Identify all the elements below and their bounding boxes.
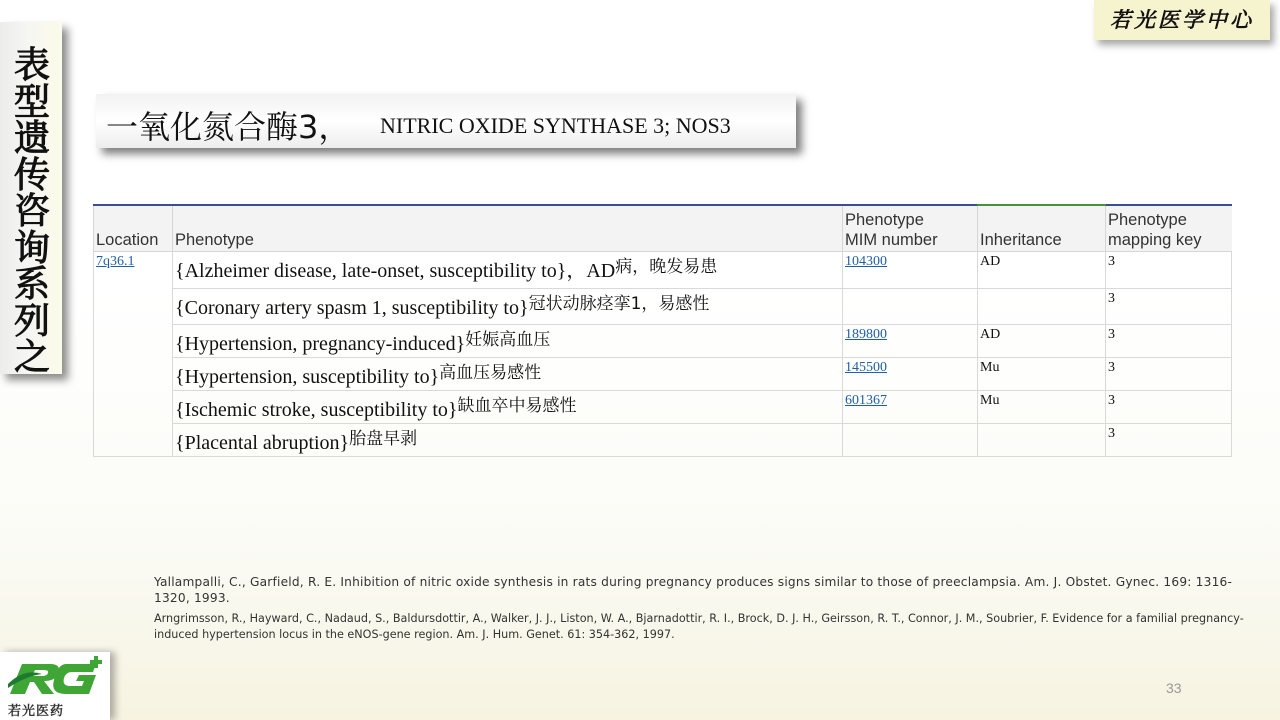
phenotype-text: {Alzheimer disease, late-onset, susceptibility to}，AD <box>175 260 616 282</box>
header-key-line2: mapping key <box>1108 231 1202 249</box>
phenotype-note: 缺血卒中易感性 <box>457 396 577 416</box>
mim-cell <box>843 358 978 391</box>
inheritance-cell: AD <box>978 252 1106 289</box>
table-row <box>94 391 1232 424</box>
reference-1: Yallampalli, C., Garfield, R. E. Inhibition of nitric oxide synthesis in rats during pregnancy produces signs similar to those of preeclampsia. Am. J. Obstet. Gynec. 169: 1316-1320, 1993. <box>154 575 1233 605</box>
phenotype-cell <box>173 358 843 391</box>
table-header-row <box>94 205 1232 252</box>
location-cell <box>94 252 173 457</box>
mim-link[interactable]: 104300 <box>845 254 887 269</box>
location-link[interactable]: 7q36.1 <box>96 254 135 269</box>
slide-title-english: NITRIC OXIDE SYNTHASE 3; NOS3 <box>380 113 731 138</box>
slide-title-chinese: 一氧化氮合酶3， <box>106 108 351 146</box>
table-row <box>94 424 1232 457</box>
mapping-key-cell: 3 <box>1106 424 1232 457</box>
mapping-key-cell: 3 <box>1106 358 1232 391</box>
inheritance-cell <box>978 424 1106 457</box>
mim-cell <box>843 252 978 289</box>
mim-cell <box>843 391 978 424</box>
reference-2: Arngrimsson, R., Hayward, C., Nadaud, S., Baldursdottir, A., Walker, J. J., Liston, W. A., Bjarnadottir, R. I., Brock, D. J. H., Geirsson, R. T., Connor, J. M., Soubrier, F. Evidence for a familial pregnancy-induced hypertension locus in the eNOS-gene region. Am. J. Hum. Genet. 61: 354-362, 1997. <box>154 612 1244 641</box>
phenotype-note: 高血压易感性 <box>439 363 542 383</box>
phenotype-cell <box>173 252 843 289</box>
phenotype-cell <box>173 289 843 325</box>
phenotype-text: {Hypertension, pregnancy-induced} <box>175 333 466 355</box>
mapping-key-cell: 3 <box>1106 289 1232 325</box>
table-row <box>94 325 1232 358</box>
brand-banner <box>1094 0 1270 40</box>
phenotype-cell <box>173 424 843 457</box>
phenotype-text: {Placental abruption} <box>175 432 350 454</box>
phenotype-cell <box>173 325 843 358</box>
phenotype-text: {Ischemic stroke, susceptibility to} <box>175 399 458 421</box>
mim-cell <box>843 424 978 457</box>
phenotype-note: 冠状动脉痉挛1，易感性 <box>528 294 710 314</box>
mim-link[interactable]: 145500 <box>845 360 887 375</box>
header-inheritance: Inheritance <box>978 205 1106 252</box>
header-mim-number <box>843 205 978 252</box>
page-number: 33 <box>1166 680 1182 696</box>
table-row <box>94 252 1232 289</box>
phenotype-note: 妊娠高血压 <box>465 330 551 350</box>
mapping-key-cell: 3 <box>1106 325 1232 358</box>
header-mapping-key <box>1106 205 1232 252</box>
rg-logo-icon <box>2 654 106 700</box>
references <box>154 574 1254 643</box>
header-phenotype: Phenotype <box>173 205 843 252</box>
phenotype-table <box>93 204 1232 457</box>
brand-name: 若光医学中心 <box>1110 7 1254 32</box>
series-title: 表型遗传咨询系列之 <box>13 45 50 378</box>
phenotype-text: {Hypertension, susceptibility to} <box>175 366 440 388</box>
phenotype-note: 胎盘早剥 <box>349 429 418 449</box>
slide-title-box <box>96 94 796 148</box>
inheritance-cell: AD <box>978 325 1106 358</box>
mapping-key-cell: 3 <box>1106 252 1232 289</box>
logo-text: 若光医药 <box>8 704 65 719</box>
inheritance-cell: Mu <box>978 391 1106 424</box>
phenotype-text: {Coronary artery spasm 1, susceptibility to} <box>175 297 529 319</box>
inheritance-cell <box>978 289 1106 325</box>
inheritance-cell: Mu <box>978 358 1106 391</box>
phenotype-note: 病，晚发易患 <box>615 257 718 277</box>
mim-cell <box>843 289 978 325</box>
left-title-band <box>0 22 62 378</box>
header-mim-line2: MIM number <box>845 231 938 249</box>
mim-link[interactable]: 189800 <box>845 327 887 342</box>
mim-link[interactable]: 601367 <box>845 393 887 408</box>
company-logo <box>0 652 110 720</box>
table-row <box>94 358 1232 391</box>
header-location: Location <box>94 205 173 252</box>
header-key-line1: Phenotype <box>1108 211 1187 229</box>
phenotype-cell <box>173 391 843 424</box>
mapping-key-cell: 3 <box>1106 391 1232 424</box>
table-row <box>94 289 1232 325</box>
header-mim-line1: Phenotype <box>845 211 924 229</box>
mim-cell <box>843 325 978 358</box>
